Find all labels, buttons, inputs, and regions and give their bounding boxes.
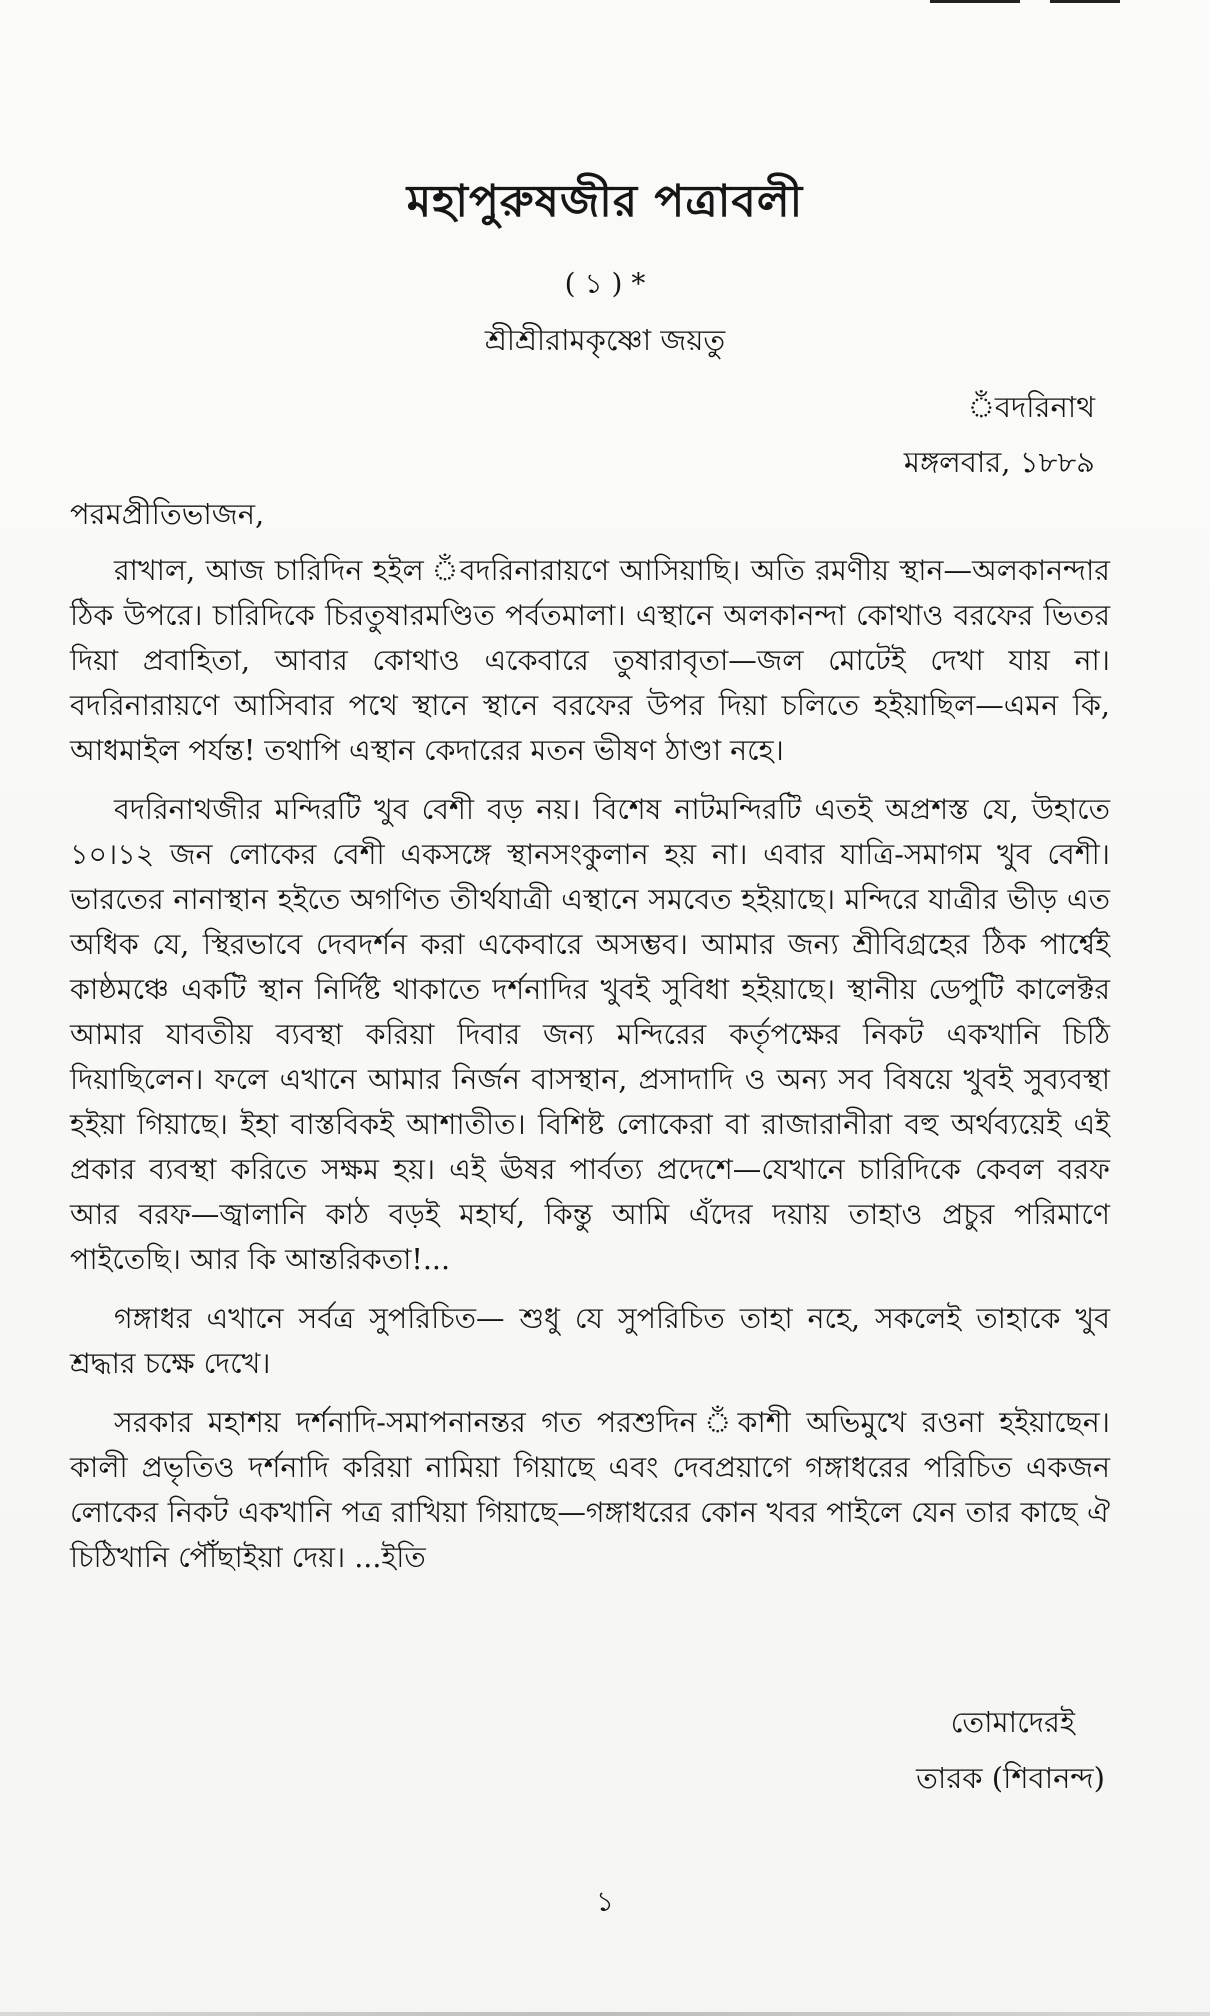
salutation: পরমপ্রীতিভাজন,: [70, 497, 265, 531]
page-top-edge-mark: [1050, 0, 1120, 3]
body-paragraph: সরকার মহাশয় দর্শনাদি-সমাপনানন্তর গত পরশুদিন ঁকাশী অভিমুখে রওনা হইয়াছেন। কালী প্রভৃতিও দর্শনাদি করিয়া নামিয়া গিয়াছে এবং দেবপ্রয়াগে গঙ্গাধরের পরিচিত একজন লোকের নিকট একখানি পত্র রাখিয়া গিয়াছে—গঙ্গাধরের কোন খবর পাইলে যেন তার কাছে ঐ চিঠিখানি পৌঁছাইয়া দেয়। ...ইতি: [70, 1406, 1110, 1574]
page-top-edge-mark: [930, 0, 1020, 3]
letter-date: মঙ্গলবার, ১৮৮৯: [903, 445, 1095, 479]
body-paragraph: রাখাল, আজ চারিদিন হইল ঁবদরিনারায়ণে আসিয়াছি। অতি রমণীয় স্থান—অলকানন্দার ঠিক উপরে। চারিদিকে চিরতুষারমণ্ডিত পর্বতমালা। এস্থানে অলকানন্দা কোথাও বরফের ভিতর দিয়া প্রবাহিতা, আবার কোথাও একেবারে তুষারাবৃতা—জল মোটেই দেখা যায় না। বদরিনারায়ণে আসিবার পথে স্থানে স্থানে বরফের উপর দিয়া চলিতে হইয়াছিল—এমন কি, আধমাইল পর্যন্ত! তথাপি এস্থান কেদারের মতন ভীষণ ঠাণ্ডা নহে।: [70, 554, 1110, 767]
body-paragraph: বদরিনাথজীর মন্দিরটি খুব বেশী বড় নয়। বিশেষ নাটমন্দিরটি এতই অপ্রশস্ত যে, উহাতে ১০।১২ জন লোকের বেশী একসঙ্গে স্থানসংকুলান হয় না। এবার যাত্রি-সমাগম খুব বেশী। ভারতের নানাস্থান হইতে অগণিত তীর্থযাত্রী এস্থানে সমবেত হইয়াছে। মন্দিরে যাত্রীর ভীড় এত অধিক যে, স্থিরভাবে দেবদর্শন করা একেবারে অসম্ভব। আমার জন্য শ্রীবিগ্রহের ঠিক পার্শ্বেই কাষ্ঠমঞ্চে একটি স্থান নির্দিষ্ট থাকাতে দর্শনাদির খুবই সুবিধা হইয়াছে। স্থানীয় ডেপুটি কালেক্টর আমার যাবতীয় ব্যবস্থা করিয়া দিবার জন্য মন্দিরের কর্তৃপক্ষের নিকট একখানি চিঠি দিয়াছিলেন। ফলে এখানে আমার নির্জন বাসস্থান, প্রসাদাদি ও অন্য সব বিষয়ে খুবই সুব্যবস্থা হইয়া গিয়াছে। ইহা বাস্তবিকই আশাতীত। বিশিষ্ট লোকেরা বা রাজারানীরা বহু অর্থব্যয়েই এই প্রকার ব্যবস্থা করিতে সক্ষম হয়। এই ঊষর পার্বত্য প্রদেশে—যেখানে চারিদিকে কেবল বরফ আর বরফ—জ্বালানি কাঠ বড়ই মহার্ঘ, কিন্তু আমি এঁদের দয়ায় তাহাও প্রচুর পরিমাণে পাইতেছি। আর কি আন্তরিকতা!...: [70, 793, 1111, 1276]
letter-place: ঁবদরিনাথ: [967, 390, 1095, 424]
signature: তারক (শিবানন্দ): [916, 1761, 1105, 1795]
letter-body: [70, 548, 1110, 1594]
body-paragraph: গঙ্গাধর এখানে সর্বত্র সুপরিচিত— শুধু যে সুপরিচিত তাহা নহে, সকলেই তাহাকে খুব শ্রদ্ধার চক্ষে দেখে।: [70, 1302, 1110, 1380]
page-title: মহাপুরুষজীর পত্রাবলী: [406, 176, 804, 227]
letter-number: ( ১ ) *: [564, 267, 646, 300]
closing-line: তোমাদেরই: [950, 1705, 1075, 1739]
page-bottom-edge: [0, 2012, 1210, 2016]
invocation-line: শ্রীশ্রীরামকৃষ্ণো জয়তু: [484, 323, 726, 357]
page-number: ১: [595, 1885, 615, 1918]
